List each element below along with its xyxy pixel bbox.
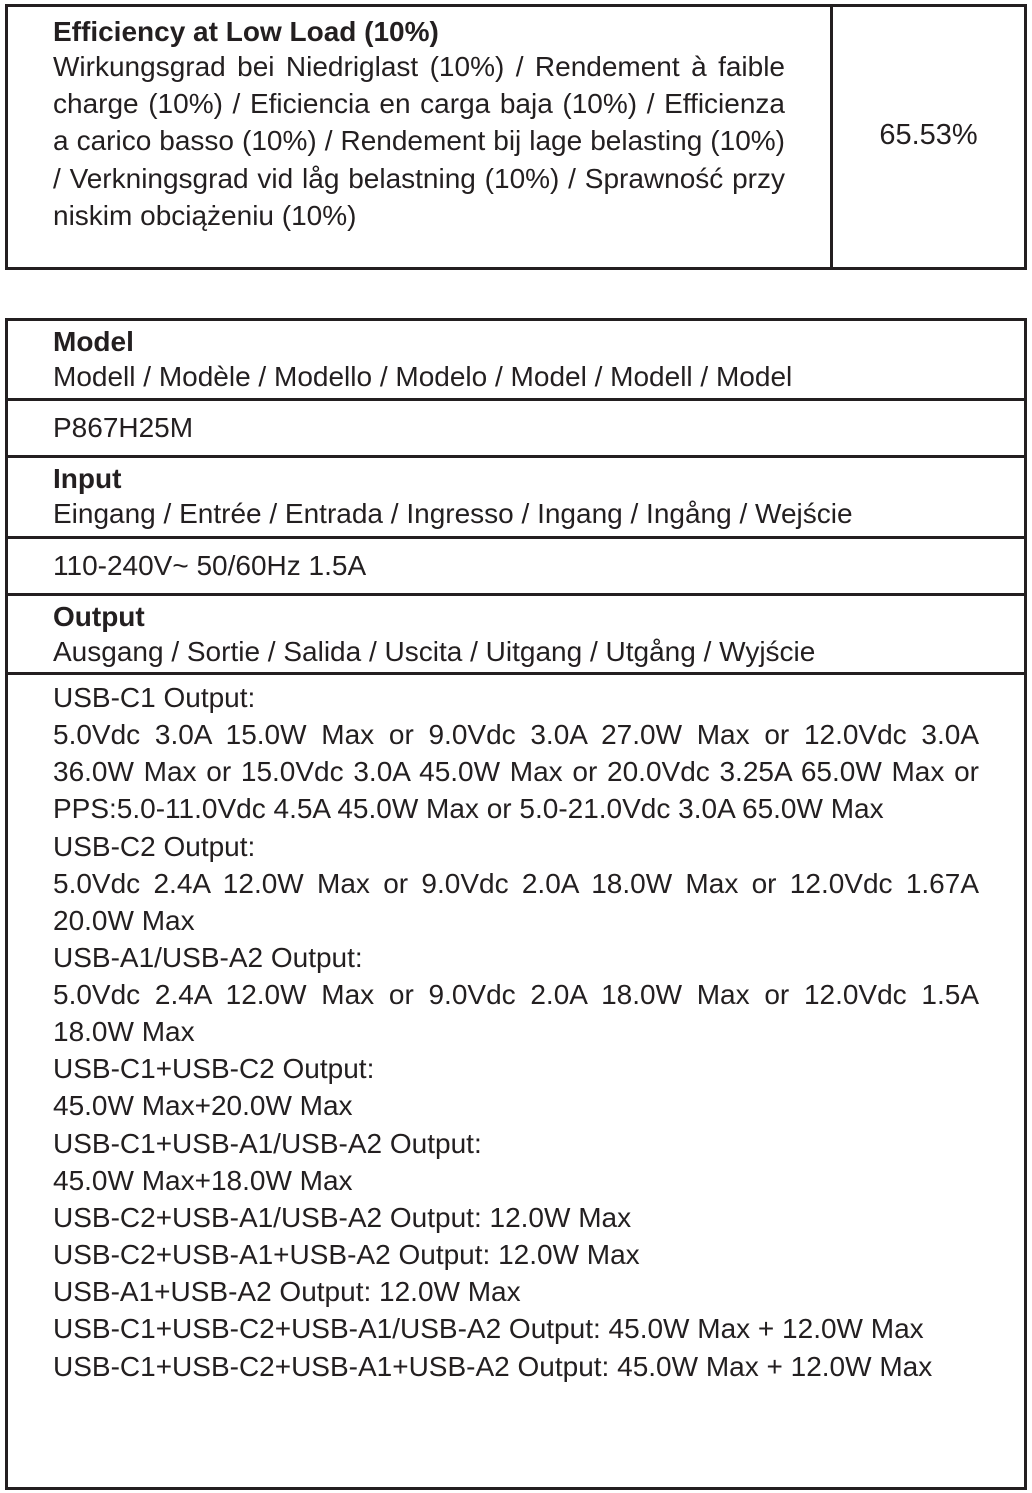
input-header-row [8, 458, 1024, 539]
input-translations: Eingang / Entrée / Entrada / Ingresso / Ingang / Ingång / Wejście [53, 498, 853, 529]
output-spec-line: USB-A1+USB-A2 Output: 12.0W Max [53, 1276, 521, 1308]
efficiency-value-cell [833, 7, 1024, 267]
output-spec-line: USB-C1+USB-C2+USB-A1/USB-A2 Output: 45.0W Max + 12.0W Max [53, 1313, 924, 1345]
output-spec-value: 5.0Vdc 3.0A 15.0W Max or 9.0Vdc 3.0A 27.0W Max or 12.0Vdc 3.0A 36.0W Max or 15.0Vdc 3.0A 45.0W Max or 20.0Vdc 3.25A 65.0W Max or PPS:5.0-11.0Vdc 4.5A 45.0W Max or 5.0-21.0Vdc 3.0A 65.0W Max [53, 719, 979, 825]
output-spec-value: 5.0Vdc 2.4A 12.0W Max or 9.0Vdc 2.0A 18.0W Max or 12.0Vdc 1.5A 18.0W Max [53, 979, 979, 1048]
input-value: 110-240V~ 50/60Hz 1.5A [53, 550, 367, 581]
output-spec-value: 5.0Vdc 2.4A 12.0W Max or 9.0Vdc 2.0A 18.0W Max or 12.0Vdc 1.67A 20.0W Max [53, 867, 979, 936]
output-title: Output [53, 601, 145, 632]
model-value: P867H25M [53, 412, 194, 443]
output-header-row [8, 596, 1024, 675]
model-value-row [8, 401, 1024, 458]
efficiency-label-cell [8, 7, 833, 267]
model-title: Model [53, 326, 134, 357]
efficiency-translations: Wirkungsgrad bei Niedriglast (10%) / Rendement à faible charge (10%) / Eficiencia en carga baja (10%) / Efficienza a carico basso (10%) / Rendement bij lage belasting (10%) / Verkningsgrad vid låg belastning (10%) / Sprawność przy niskim obciążeniu (10%) [53, 51, 785, 231]
model-translations: Modell / Modèle / Modello / Modelo / Model / Modell / Model [53, 361, 793, 392]
output-spec-label: USB-C1+USB-C2 Output: [53, 1053, 375, 1085]
output-spec-line: USB-C2+USB-A1+USB-A2 Output: 12.0W Max [53, 1239, 640, 1271]
output-specs-row [8, 675, 1024, 1385]
output-spec-label: USB-A1/USB-A2 Output: [53, 942, 363, 974]
efficiency-value: 65.53% [879, 118, 978, 151]
output-spec-line: USB-C2+USB-A1/USB-A2 Output: 12.0W Max [53, 1201, 632, 1233]
efficiency-table [5, 4, 1027, 270]
output-translations: Ausgang / Sortie / Salida / Uscita / Uitgang / Utgång / Wyjście [53, 636, 816, 667]
output-spec-value: 45.0W Max+20.0W Max [53, 1090, 353, 1122]
output-spec-label: USB-C1+USB-A1/USB-A2 Output: [53, 1127, 482, 1159]
efficiency-title: Efficiency at Low Load (10%) [53, 16, 439, 47]
output-spec-value: 45.0W Max+18.0W Max [53, 1164, 353, 1196]
model-header-row [8, 321, 1024, 401]
input-title: Input [53, 463, 122, 494]
input-value-row [8, 539, 1024, 596]
output-spec-line: USB-C1+USB-C2+USB-A1+USB-A2 Output: 45.0W Max + 12.0W Max [53, 1350, 933, 1382]
output-spec-label: USB-C1 Output: [53, 682, 256, 713]
output-spec-label: USB-C2 Output: [53, 830, 256, 862]
spec-table [5, 318, 1027, 1490]
